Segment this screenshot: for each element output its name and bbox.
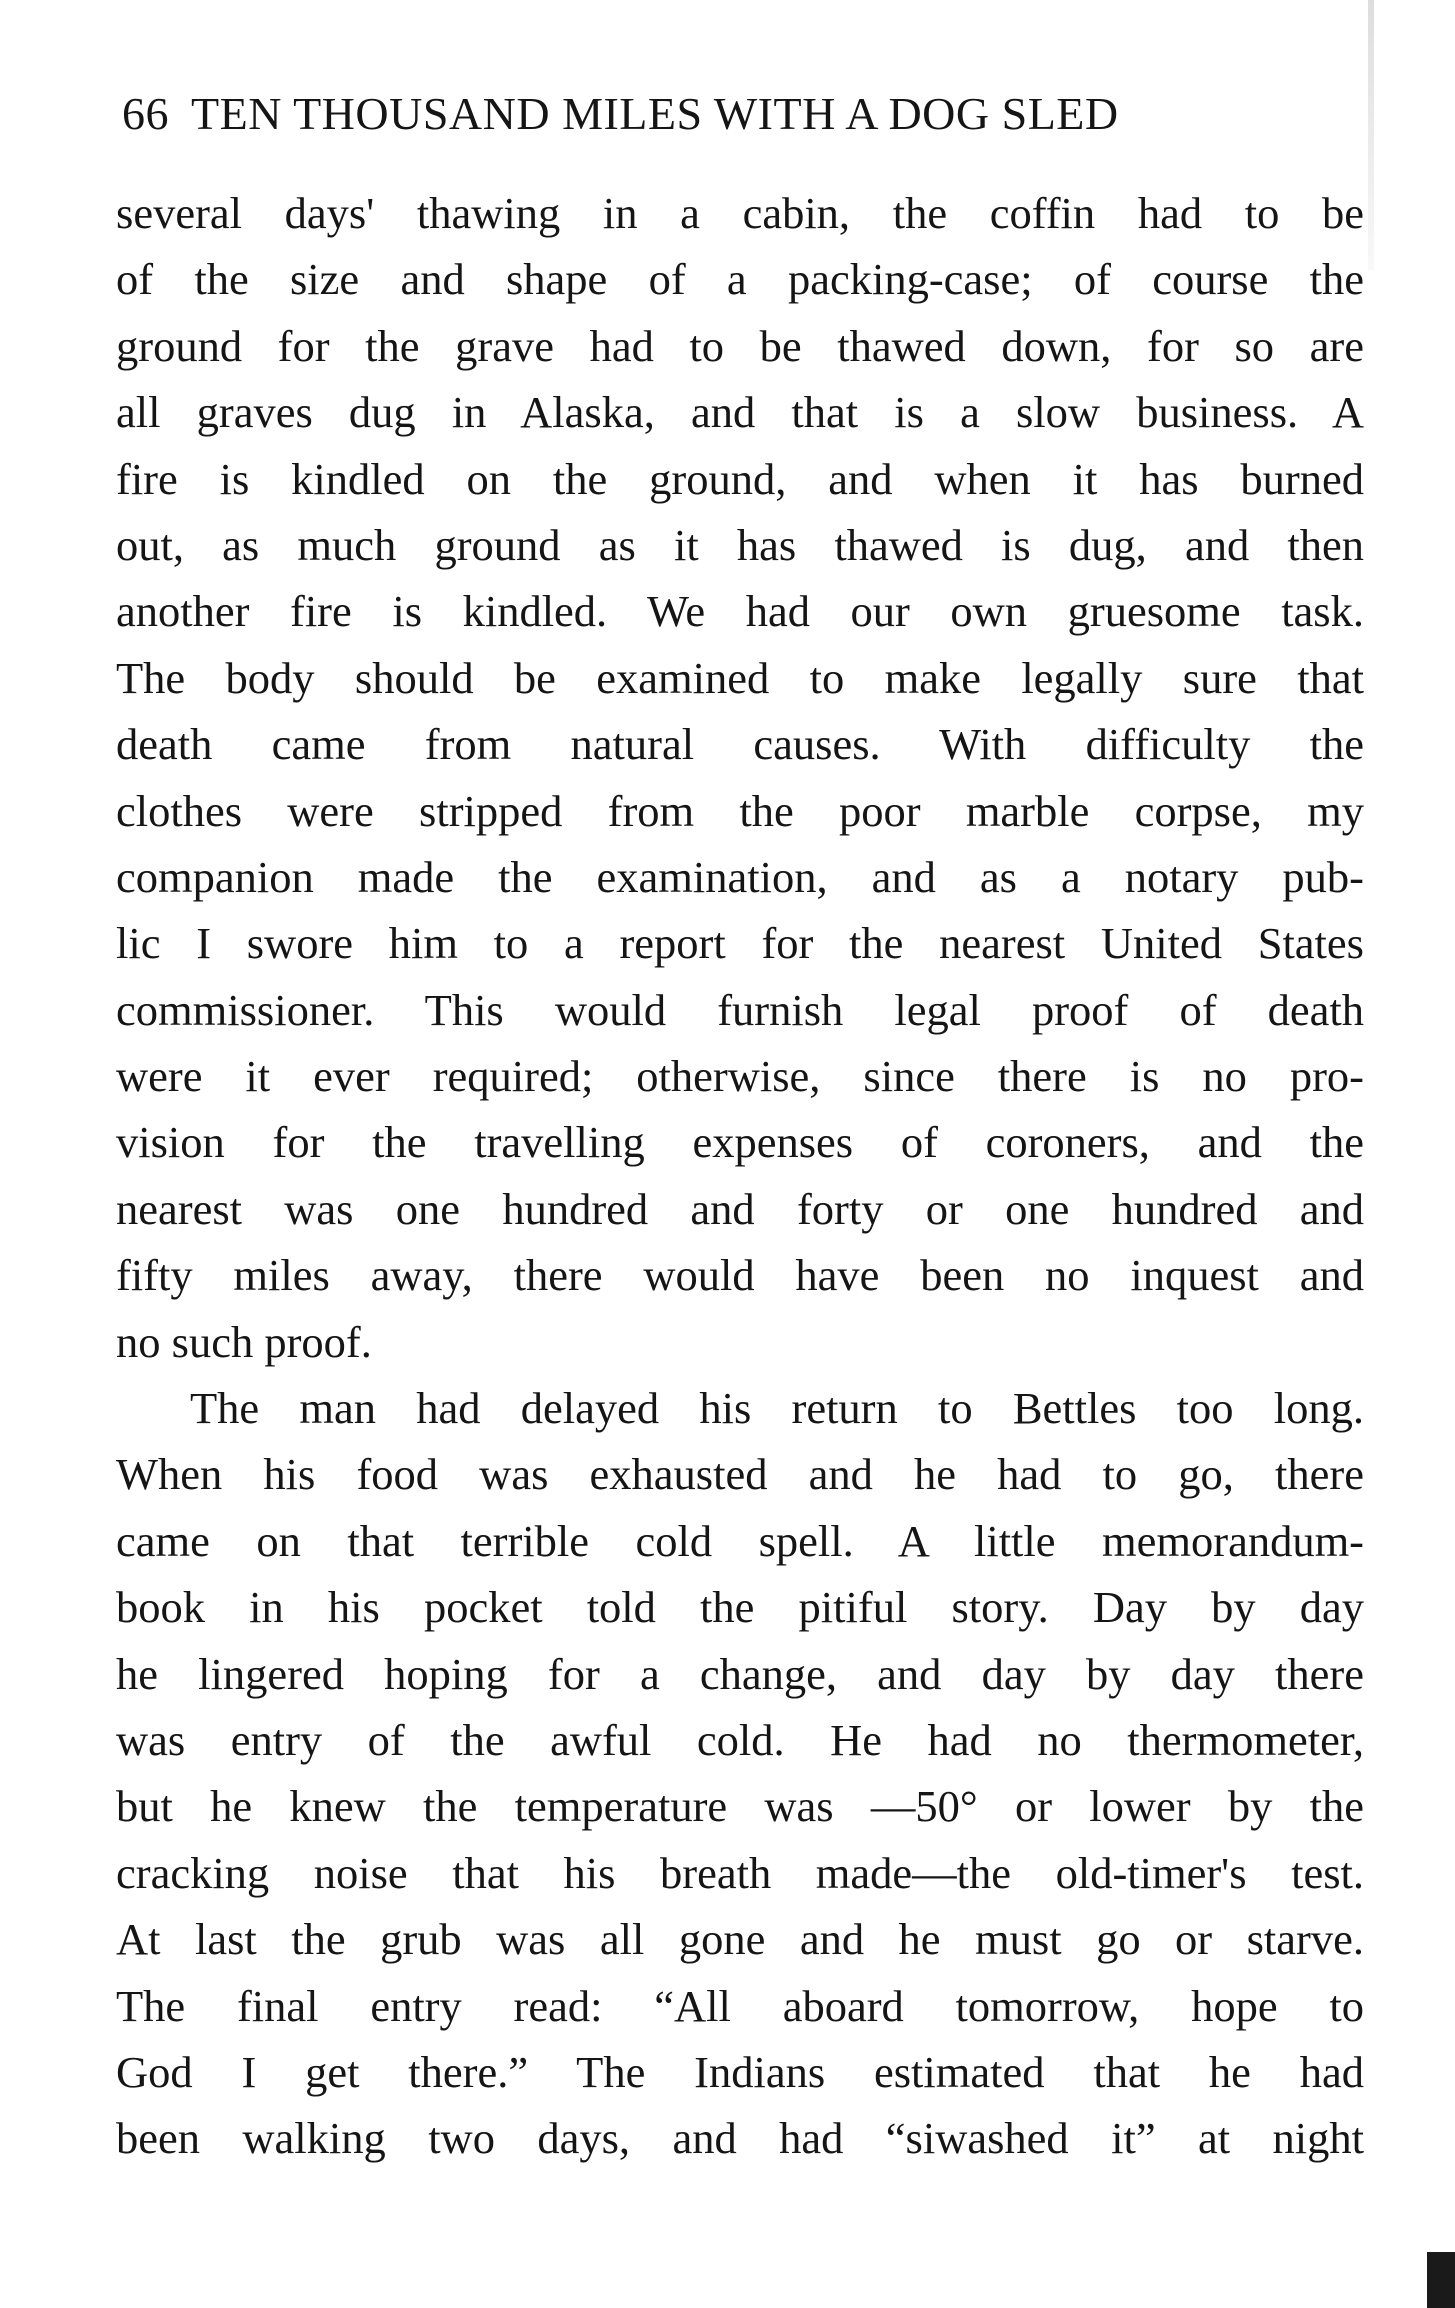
text-line: been walking two days, and had “siwashed it” at night bbox=[116, 2113, 1364, 2164]
text-line: another fire is kindled. We had our own gruesome task. bbox=[116, 586, 1364, 637]
text-line: of the size and shape of a packing-case; of course the bbox=[116, 254, 1364, 305]
text-line: book in his pocket told the pitiful story. Day by day bbox=[116, 1582, 1364, 1633]
text-line: out, as much ground as it has thawed is dug, and then bbox=[116, 519, 1364, 570]
text-line: lic I swore him to a report for the nearest United States bbox=[116, 918, 1364, 969]
text-line: several days' thawing in a cabin, the coffin had to be bbox=[116, 188, 1364, 238]
text-line: but he knew the temperature was —50° or lower by the bbox=[116, 1781, 1364, 1832]
text-line: companion made the examination, and as a notary pub- bbox=[116, 851, 1364, 902]
text-line: clothes were stripped from the poor marble corpse, my bbox=[116, 785, 1364, 836]
running-title: TEN THOUSAND MILES WITH A DOG SLED bbox=[191, 88, 1119, 139]
text-line: nearest was one hundred and forty or one hundred and bbox=[116, 1183, 1364, 1234]
paragraph-start-line: The man had delayed his return to Bettles too long. bbox=[190, 1383, 1364, 1434]
page-number: 66 bbox=[122, 88, 169, 139]
text-line: all graves dug in Alaska, and that is a slow business. A bbox=[116, 387, 1364, 438]
text-line: When his food was exhausted and he had to go, there bbox=[116, 1449, 1364, 1500]
text-line: The body should be examined to make legally sure that bbox=[116, 652, 1364, 703]
text-line: he lingered hoping for a change, and day by day there bbox=[116, 1648, 1364, 1699]
text-line: were it ever required; otherwise, since there is no pro- bbox=[116, 1051, 1364, 1102]
text-line: no such proof. bbox=[116, 1316, 372, 1367]
text-line: fifty miles away, there would have been no inquest and bbox=[116, 1250, 1364, 1301]
text-line: came on that terrible cold spell. A little memorandum- bbox=[116, 1515, 1364, 1566]
scan-corner-mark bbox=[1427, 2252, 1455, 2308]
body-text bbox=[116, 180, 1364, 2172]
text-line: cracking noise that his breath made—the old-timer's test. bbox=[116, 1847, 1364, 1898]
text-line: death came from natural causes. With difficulty the bbox=[116, 719, 1364, 770]
text-line: ground for the grave had to be thawed down, for so are bbox=[116, 320, 1364, 371]
running-head bbox=[122, 82, 1372, 146]
text-line: The final entry read: “All aboard tomorrow, hope to bbox=[116, 1980, 1364, 2031]
text-line: was entry of the awful cold. He had no thermometer, bbox=[116, 1714, 1364, 1765]
text-line: vision for the travelling expenses of coroners, and the bbox=[116, 1117, 1364, 1168]
text-line: fire is kindled on the ground, and when it has burned bbox=[116, 453, 1364, 504]
text-line: commissioner. This would furnish legal proof of death bbox=[116, 984, 1364, 1035]
text-line: God I get there.” The Indians estimated that he had bbox=[116, 2046, 1364, 2097]
text-line: At last the grub was all gone and he must go or starve. bbox=[116, 1914, 1364, 1965]
